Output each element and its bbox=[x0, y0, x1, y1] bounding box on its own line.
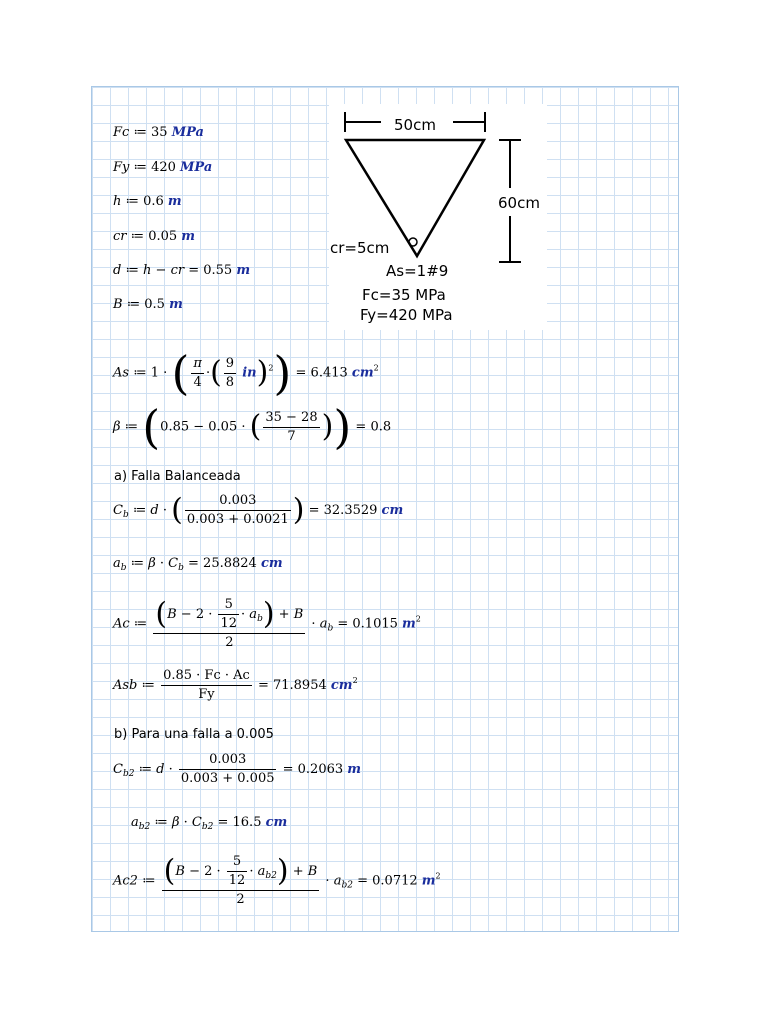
triangle-section-diagram bbox=[329, 104, 547, 330]
eq-beta[interactable]: β ≔ (0.85 − 0.05 · ( $\frac{35 - 28}{7}$ )) = 0.8 bbox=[113, 400, 392, 454]
section-b-title: b) Para una falla a 0.005 bbox=[114, 727, 274, 742]
fc-label: Fc=35 MPa bbox=[362, 286, 446, 304]
height-label: 60cm bbox=[498, 194, 540, 212]
rebar-circle bbox=[409, 238, 417, 246]
width-label: 50cm bbox=[394, 116, 436, 134]
eq-ab[interactable]: $a_b$ ≔ $\beta \cdot C_b = 25.8824$ cm bbox=[113, 556, 283, 573]
eq-ac2[interactable]: Ac2 ≔ (B − 2 · $\frac{5}{12}$ · $a_{b2}) + B$ 2 · $a_{b2} = 0.0712$ $m^2$ bbox=[113, 853, 441, 907]
as-label: As=1#9 bbox=[386, 262, 449, 280]
section-figure bbox=[329, 104, 547, 330]
eq-fc[interactable]: Fc ≔ 35 MPa bbox=[113, 125, 204, 140]
fy-label: Fy=420 MPa bbox=[360, 306, 453, 324]
section-a-title: a) Falla Balanceada bbox=[114, 469, 241, 484]
eq-cr[interactable]: cr ≔ 0.05 m bbox=[113, 229, 196, 244]
eq-cb[interactable]: $C_b$ ≔ d · ( $\frac{0.003}{0.003 + 0.0021}$ ) = 32.3529 cm bbox=[113, 492, 404, 528]
eq-h[interactable]: h ≔ 0.6 m bbox=[113, 194, 182, 209]
cover-label: cr=5cm bbox=[330, 239, 390, 257]
eq-asb[interactable]: Asb ≔ $\frac{0.85 \cdot Fc \cdot Ac}{Fy}$ = 71.8954 $cm^2$ bbox=[113, 668, 358, 702]
eq-as[interactable]: As ≔ 1 · ( $\frac{\pi}{4}$ ·( $\frac{9}{8}$ in)$^2$) = 6.413 $cm^2$ bbox=[113, 346, 379, 400]
eq-d[interactable]: d ≔ h − cr = 0.55 m bbox=[113, 263, 251, 278]
eq-b[interactable]: B ≔ 0.5 m bbox=[113, 297, 183, 312]
eq-cb2[interactable]: $C_{b2}$ ≔ d · $\frac{0.003}{0.003 + 0.005}$ = 0.2063 m bbox=[113, 752, 362, 786]
eq-fy[interactable]: Fy ≔ 420 MPa bbox=[113, 160, 213, 175]
eq-ac[interactable]: Ac ≔ (B − 2 · $\frac{5}{12}$ · $a_b) + B$ 2 · $a_b = 0.1015$ $m^2$ bbox=[113, 596, 421, 650]
eq-ab2[interactable]: $a_{b2}$ ≔ $\beta \cdot C_{b2} = 16.5$ cm bbox=[131, 815, 288, 832]
